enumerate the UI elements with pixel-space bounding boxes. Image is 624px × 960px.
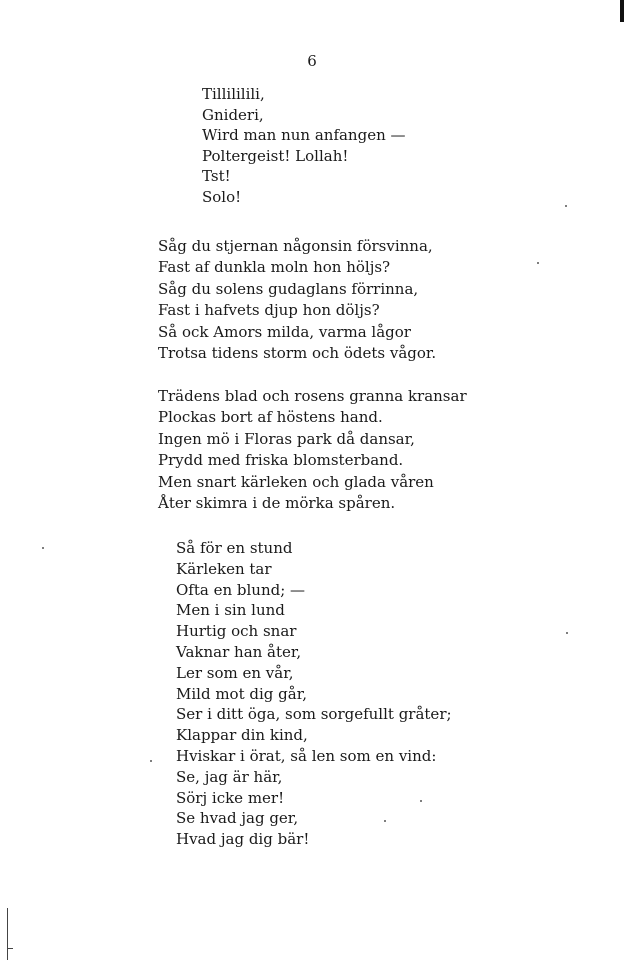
left-edge-tick xyxy=(7,948,13,949)
poem-line: Men i sin lund xyxy=(176,601,285,620)
poem-line: Hviskar i örat, så len som en vind: xyxy=(176,746,437,765)
poem-line: Se, jag är här, xyxy=(176,767,283,786)
poem-line: Sörj icke mer! xyxy=(176,788,285,807)
stanza-2 xyxy=(158,236,436,364)
stanza-3 xyxy=(158,386,467,514)
poem-line: Såg du solens gudaglans förrinna, xyxy=(158,279,419,298)
poem-line: Solo! xyxy=(202,187,242,206)
poem-line: Åter skimra i de mörka spåren. xyxy=(158,494,396,513)
poem-line: Mild mot dig går, xyxy=(176,684,307,703)
paper-speck xyxy=(42,547,44,549)
paper-speck xyxy=(566,632,568,634)
poem-line: Såg du stjernan någonsin försvinna, xyxy=(158,237,433,255)
paper-speck xyxy=(384,820,386,822)
poem-line: Se hvad jag ger, xyxy=(176,809,299,828)
poem-line: Men snart kärleken och glada våren xyxy=(158,472,434,491)
right-edge-mark xyxy=(620,0,624,22)
poem-line: Ofta en blund; — xyxy=(176,580,306,599)
poem-line: Fast af dunkla moln hon höljs? xyxy=(158,258,391,277)
poem-line: Klappar din kind, xyxy=(176,726,308,745)
page-number: 6 xyxy=(307,52,317,70)
poem-line: Hurtig och snar xyxy=(176,622,297,641)
left-edge-line xyxy=(7,908,8,960)
poem-line: Ler som en vår, xyxy=(176,663,294,682)
stanza-1 xyxy=(202,84,406,207)
poem-line: Hvad jag dig bär! xyxy=(176,830,310,849)
poem-line: Ingen mö i Floras park då dansar, xyxy=(158,429,415,448)
poem-line: Tillililili, xyxy=(202,85,265,103)
poem-line: Poltergeist! Lollah! xyxy=(202,146,349,165)
poem-line: Vaknar han åter, xyxy=(176,642,302,661)
poem-line: Så för en stund xyxy=(176,539,293,557)
poem-line: Wird man nun anfangen — xyxy=(202,126,406,144)
poem-line: Så ock Amors milda, varma lågor xyxy=(158,322,411,341)
paper-speck xyxy=(420,800,422,802)
poem-line: Trädens blad och rosens granna kransar xyxy=(158,387,467,405)
poem-line: Plockas bort af höstens hand. xyxy=(158,408,383,427)
paper-speck xyxy=(537,262,539,264)
paper-speck xyxy=(150,760,152,762)
poem-line: Prydd med friska blomsterband. xyxy=(158,451,404,470)
poem-line: Tst! xyxy=(202,167,231,185)
poem-line: Kärleken tar xyxy=(176,559,272,578)
poem-line: Gnideri, xyxy=(202,105,264,124)
paper-speck xyxy=(565,205,567,207)
poem-line: Fast i hafvets djup hon döljs? xyxy=(158,301,380,320)
poem-line: Ser i ditt öga, som sorgefullt gråter; xyxy=(176,705,452,724)
stanza-4 xyxy=(176,538,452,850)
poem-line: Trotsa tidens storm och ödets vågor. xyxy=(158,344,437,363)
